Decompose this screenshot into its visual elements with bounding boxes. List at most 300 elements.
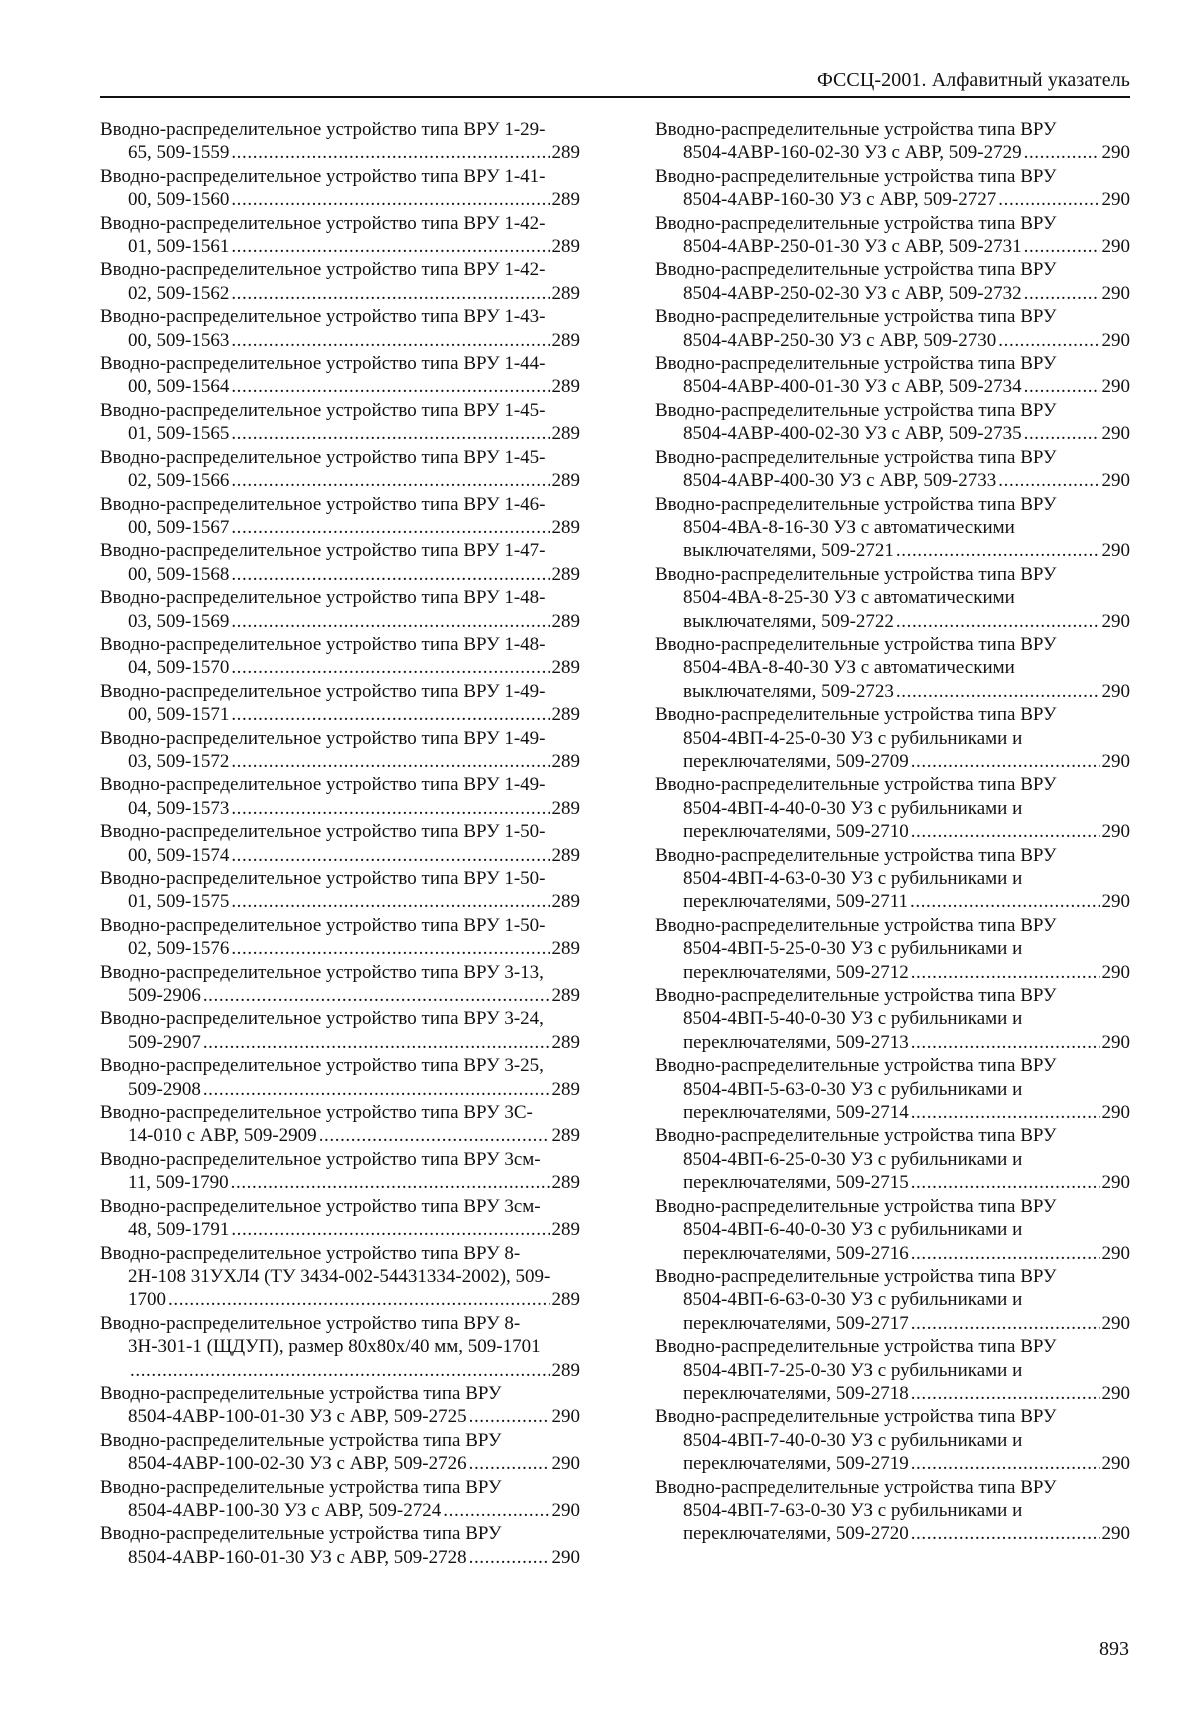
entry-continuation-line: 8504-4ВП-5-25-0-30 УЗ с рубильниками и	[683, 938, 1023, 960]
entry-text: 8504-4АВР-100-30 УЗ с АВР, 509-2724	[128, 1499, 442, 1521]
index-entry	[100, 1312, 580, 1382]
dot-leader	[231, 1171, 550, 1194]
index-entry	[655, 1405, 1130, 1475]
entry-page-number: 289	[551, 1289, 580, 1311]
entry-text: переключателями, 509-2718	[683, 1382, 909, 1404]
entry-text: 11, 509-1790	[128, 1172, 229, 1194]
entry-page-number: 289	[551, 189, 580, 211]
entry-text: 14-010 с АВР, 509-2909	[128, 1125, 317, 1147]
entry-last-line	[100, 1124, 580, 1147]
entry-page-number: 290	[1101, 680, 1130, 702]
dot-leader	[231, 703, 549, 726]
entry-last-line	[655, 1522, 1130, 1545]
entry-last-line	[655, 1452, 1130, 1475]
entry-page-number: 290	[1101, 1031, 1130, 1053]
entry-title-line: Вводно-распределительные устройства типа ВРУ	[655, 844, 1057, 866]
dot-leader	[231, 329, 549, 352]
entry-continuation-line: 8504-4ВА-8-16-30 УЗ с автоматическими	[683, 516, 1015, 538]
entry-title-line: Вводно-распределительные устройства типа ВРУ	[655, 1406, 1057, 1428]
index-entry	[100, 773, 580, 820]
entry-last-line	[100, 235, 580, 258]
entry-last-line	[100, 188, 580, 211]
entry-page-number: 289	[551, 657, 580, 679]
entry-page-number: 290	[1101, 1523, 1130, 1545]
entry-title-line: Вводно-распределительные устройства типа ВРУ	[100, 1476, 502, 1498]
index-entry	[655, 1265, 1130, 1335]
entry-title-line: Вводно-распределительное устройство типа ВРУ 1-46-	[100, 493, 546, 515]
index-entry	[655, 258, 1130, 305]
entry-continuation-line: 8504-4ВП-7-63-0-30 УЗ с рубильниками и	[683, 1499, 1023, 1521]
entry-continuation-line: 8504-4ВП-5-40-0-30 УЗ с рубильниками и	[683, 1008, 1023, 1030]
entry-last-line	[100, 1452, 580, 1475]
entry-last-line	[100, 563, 580, 586]
entry-continuation-line: 8504-4ВП-4-40-0-30 УЗ с рубильниками и	[683, 797, 1023, 819]
entry-continuation-line: 8504-4ВП-5-63-0-30 УЗ с рубильниками и	[683, 1078, 1023, 1100]
index-entry	[100, 1522, 580, 1569]
dot-leader	[1024, 235, 1100, 258]
dot-leader	[231, 375, 549, 398]
dot-leader	[231, 1218, 549, 1241]
entry-title-line: Вводно-распределительные устройства типа ВРУ	[655, 259, 1057, 281]
entry-last-line	[100, 703, 580, 726]
dot-leader	[911, 1312, 1100, 1335]
entry-page-number: 289	[551, 750, 580, 772]
index-entry	[100, 493, 580, 540]
dot-leader	[469, 1546, 550, 1569]
entry-last-line	[100, 1218, 580, 1241]
entry-page-number: 289	[551, 938, 580, 960]
entry-text: выключателями, 509-2721	[683, 540, 894, 562]
index-entry	[655, 773, 1130, 843]
entry-text: 509-2908	[128, 1078, 201, 1100]
index-entry	[100, 680, 580, 727]
entry-title-line: Вводно-распределительные устройства типа ВРУ	[100, 1382, 502, 1404]
entry-page-number: 289	[551, 142, 580, 164]
entry-title-line: Вводно-распределительные устройства типа ВРУ	[655, 1476, 1057, 1498]
dot-leader	[231, 610, 549, 633]
entry-page-number: 289	[551, 1125, 580, 1147]
entry-last-line	[100, 469, 580, 492]
entry-title-line: Вводно-распределительные устройства типа ВРУ	[655, 1336, 1057, 1358]
index-entry	[655, 1195, 1130, 1265]
index-entry	[100, 633, 580, 680]
entry-last-line	[100, 890, 580, 913]
dot-leader	[231, 844, 549, 867]
entry-title-line: Вводно-распределительное устройство типа ВРУ 1-49-	[100, 680, 546, 702]
entry-last-line	[655, 1382, 1130, 1405]
entry-text: переключателями, 509-2711	[683, 891, 908, 913]
dot-leader	[998, 188, 1099, 211]
dot-leader	[910, 890, 1100, 913]
entry-last-line	[100, 141, 580, 164]
dot-leader	[911, 1031, 1100, 1054]
index-entry	[655, 563, 1130, 633]
index-entry	[655, 212, 1130, 259]
entry-page-number: 289	[551, 704, 580, 726]
entry-text: 8504-4АВР-250-02-30 УЗ с АВР, 509-2732	[683, 282, 1022, 304]
entry-page-number: 289	[551, 516, 580, 538]
index-entry	[655, 305, 1130, 352]
entry-page-number: 290	[551, 1546, 580, 1568]
dot-leader	[203, 1031, 550, 1054]
entry-title-line: Вводно-распределительное устройство типа ВРУ 3С-	[100, 1102, 533, 1124]
entry-page-number: 289	[551, 1031, 580, 1053]
entry-last-line	[655, 539, 1130, 562]
entry-text: 00, 509-1563	[128, 329, 230, 351]
index-entry	[655, 493, 1130, 563]
entry-title-line: Вводно-распределительные устройства типа ВРУ	[655, 985, 1057, 1007]
entry-page-number: 289	[551, 1078, 580, 1100]
entry-text: 02, 509-1566	[128, 470, 230, 492]
index-entry	[655, 352, 1130, 399]
entry-title-line: Вводно-распределительное устройство типа ВРУ 3-25,	[100, 1055, 544, 1077]
dot-leader	[231, 188, 549, 211]
entry-continuation-line: 8504-4ВП-6-25-0-30 УЗ с рубильниками и	[683, 1148, 1023, 1170]
entry-text: 03, 509-1569	[128, 610, 230, 632]
entry-title-line: Вводно-распределительные устройства типа ВРУ	[655, 633, 1057, 655]
entry-text: 509-2907	[128, 1031, 201, 1053]
index-entry	[655, 1476, 1130, 1546]
entry-text: 03, 509-1572	[128, 750, 230, 772]
entry-title-line: Вводно-распределительные устройства типа ВРУ	[655, 1055, 1057, 1077]
index-entry	[100, 1148, 580, 1195]
entry-page-number: 289	[551, 563, 580, 585]
index-entry	[100, 1101, 580, 1148]
entry-page-number: 290	[1101, 1102, 1130, 1124]
entry-last-line	[100, 422, 580, 445]
entry-text: 00, 509-1567	[128, 516, 230, 538]
entry-text: 01, 509-1561	[128, 236, 230, 258]
entry-title-line: Вводно-распределительное устройство типа ВРУ 1-43-	[100, 306, 546, 328]
entry-title-line: Вводно-распределительное устройство типа ВРУ 8-	[100, 1312, 521, 1334]
entry-title-line: Вводно-распределительное устройство типа ВРУ 1-50-	[100, 914, 546, 936]
entry-last-line	[100, 797, 580, 820]
index-entry	[655, 633, 1130, 703]
entry-page-number: 290	[551, 1453, 580, 1475]
dot-leader	[443, 1499, 549, 1522]
dot-leader	[911, 1522, 1100, 1545]
entry-last-line	[100, 1359, 580, 1382]
entry-continuation-line: 8504-4ВП-4-63-0-30 УЗ с рубильниками и	[683, 868, 1023, 889]
entry-continuation-line: 8504-4ВА-8-40-30 УЗ с автоматическими	[683, 657, 1015, 679]
index-entry	[100, 961, 580, 1008]
dot-leader	[896, 680, 1100, 703]
index-entry	[655, 1335, 1130, 1405]
index-entry	[655, 1054, 1130, 1124]
dot-leader	[1024, 422, 1100, 445]
index-entry	[100, 867, 580, 914]
entry-title-line: Вводно-распределительное устройство типа ВРУ 1-49-	[100, 774, 546, 796]
dot-leader	[911, 750, 1100, 773]
entry-page-number: 289	[551, 844, 580, 866]
entry-continuation-line: 8504-4ВП-7-25-0-30 УЗ с рубильниками и	[683, 1359, 1023, 1381]
page-header	[100, 66, 1130, 98]
entry-page-number: 290	[1101, 329, 1130, 351]
entry-last-line	[655, 1242, 1130, 1265]
entry-text: 8504-4АВР-160-02-30 УЗ с АВР, 509-2729	[683, 142, 1022, 164]
dot-leader	[231, 282, 549, 305]
entry-page-number: 289	[551, 891, 580, 913]
entry-last-line	[100, 375, 580, 398]
index-entry	[100, 352, 580, 399]
entry-last-line	[655, 375, 1130, 398]
entry-page-number: 290	[1101, 470, 1130, 492]
dot-leader	[896, 539, 1100, 562]
entry-title-line: Вводно-распределительные устройства типа ВРУ	[655, 1125, 1057, 1147]
entry-continuation-line: 8504-4ВП-6-63-0-30 УЗ с рубильниками и	[683, 1289, 1023, 1311]
dot-leader	[231, 563, 549, 586]
entry-last-line	[655, 890, 1130, 913]
dot-leader	[231, 422, 549, 445]
dot-leader	[231, 937, 549, 960]
index-entry	[655, 446, 1130, 493]
dot-leader	[998, 469, 1099, 492]
dot-leader	[911, 1101, 1100, 1124]
entry-title-line: Вводно-распределительное устройство типа ВРУ 3-13,	[100, 961, 544, 983]
entry-text: 8504-4АВР-250-01-30 УЗ с АВР, 509-2731	[683, 236, 1022, 258]
entry-text: 8504-4АВР-400-30 УЗ с АВР, 509-2733	[683, 470, 997, 492]
entry-text: 04, 509-1570	[128, 657, 230, 679]
index-entry	[100, 212, 580, 259]
entry-page-number: 289	[551, 985, 580, 1007]
entry-text: 8504-4АВР-250-30 УЗ с АВР, 509-2730	[683, 329, 997, 351]
entry-text: переключателями, 509-2719	[683, 1453, 909, 1475]
entry-text: 1700	[128, 1289, 166, 1311]
entry-text: 48, 509-1791	[128, 1219, 230, 1241]
entry-text: переключателями, 509-2709	[683, 750, 909, 772]
entry-text: 00, 509-1571	[128, 704, 230, 726]
entry-title-line: Вводно-распределительное устройство типа ВРУ 1-47-	[100, 540, 546, 562]
entry-last-line	[655, 235, 1130, 258]
entry-page-number: 289	[551, 797, 580, 819]
entry-title-line: Вводно-распределительное устройство типа ВРУ 1-45-	[100, 446, 546, 468]
entry-text: переключателями, 509-2710	[683, 821, 909, 843]
entry-page-number: 289	[551, 1172, 580, 1194]
entry-title-line: Вводно-распределительное устройство типа ВРУ 8-	[100, 1242, 521, 1264]
entry-page-number: 290	[1101, 540, 1130, 562]
entry-title-line: Вводно-распределительные устройства типа ВРУ	[655, 774, 1057, 796]
index-entry	[655, 1124, 1130, 1194]
index-entry	[100, 727, 580, 774]
entry-last-line	[100, 656, 580, 679]
entry-last-line	[655, 1171, 1130, 1194]
entry-page-number: 290	[1101, 750, 1130, 772]
dot-leader	[231, 656, 549, 679]
entry-text: переключателями, 509-2720	[683, 1523, 909, 1545]
dot-leader	[1024, 282, 1100, 305]
index-entry	[655, 165, 1130, 212]
index-entry	[655, 118, 1130, 165]
dot-leader	[130, 1359, 550, 1382]
index-entry	[100, 165, 580, 212]
dot-leader	[998, 329, 1099, 352]
entry-page-number: 290	[1101, 1382, 1130, 1404]
dot-leader	[203, 984, 550, 1007]
entry-text: 8504-4АВР-100-02-30 УЗ с АВР, 509-2726	[128, 1453, 467, 1475]
entry-text: 8504-4АВР-160-01-30 УЗ с АВР, 509-2728	[128, 1546, 467, 1568]
dot-leader	[911, 1171, 1100, 1194]
entry-page-number: 290	[1101, 610, 1130, 632]
entry-last-line	[100, 516, 580, 539]
index-column-right	[655, 118, 1130, 1546]
entry-page-number: 289	[551, 376, 580, 398]
entry-text: 65, 509-1559	[128, 142, 230, 164]
entry-title-line: Вводно-распределительные устройства типа ВРУ	[655, 914, 1057, 936]
entry-text: 00, 509-1560	[128, 189, 230, 211]
index-entry	[100, 1054, 580, 1101]
entry-last-line	[100, 844, 580, 867]
entry-last-line	[100, 1288, 580, 1311]
dot-leader	[911, 1452, 1100, 1475]
entry-last-line	[100, 329, 580, 352]
entry-continuation-line: 3Н-301-1 (ЩДУП), размер 80х80х/40 мм, 509-1701	[128, 1336, 541, 1358]
dot-leader	[231, 141, 549, 164]
entry-text: переключателями, 509-2717	[683, 1312, 909, 1334]
entry-title-line: Вводно-распределительное устройство типа ВРУ 1-48-	[100, 633, 546, 655]
entry-text: 01, 509-1565	[128, 423, 230, 445]
entry-continuation-line: 8504-4ВП-6-40-0-30 УЗ с рубильниками и	[683, 1219, 1023, 1241]
entry-last-line	[100, 1171, 580, 1194]
entry-text: переключателями, 509-2716	[683, 1242, 909, 1264]
entry-continuation-line: 2Н-108 31УХЛ4 (ТУ 3434-002-54431334-2002), 509-	[128, 1265, 551, 1287]
entry-page-number: 290	[1101, 423, 1130, 445]
index-entry	[100, 446, 580, 493]
entry-page-number: 290	[1101, 961, 1130, 983]
entry-title-line: Вводно-распределительные устройства типа ВРУ	[655, 353, 1057, 375]
index-entry	[100, 258, 580, 305]
entry-title-line: Вводно-распределительное устройство типа ВРУ 1-50-	[100, 868, 546, 889]
index-entry	[100, 305, 580, 352]
entry-page-number: 290	[551, 1499, 580, 1521]
entry-page-number: 290	[551, 1406, 580, 1428]
entry-title-line: Вводно-распределительное устройство типа ВРУ 1-44-	[100, 353, 546, 375]
page-number: 893	[1099, 1638, 1129, 1660]
entry-last-line	[100, 282, 580, 305]
entry-text: 01, 509-1575	[128, 891, 230, 913]
entry-page-number: 290	[1101, 891, 1130, 913]
entry-last-line	[655, 329, 1130, 352]
entry-page-number: 289	[551, 423, 580, 445]
entry-text: 8504-4АВР-160-30 УЗ с АВР, 509-2727	[683, 189, 997, 211]
entry-title-line: Вводно-распределительное устройство типа ВРУ 1-42-	[100, 212, 546, 234]
entry-text: переключателями, 509-2715	[683, 1172, 909, 1194]
entry-title-line: Вводно-распределительные устройства типа ВРУ	[655, 704, 1057, 726]
entry-last-line	[655, 141, 1130, 164]
entry-last-line	[655, 282, 1130, 305]
dot-leader	[231, 797, 549, 820]
dot-leader	[168, 1288, 550, 1311]
entry-last-line	[100, 1078, 580, 1101]
header-title: ФССЦ-2001. Алфавитный указатель	[817, 69, 1130, 91]
index-entry	[100, 1429, 580, 1476]
entry-text: 8504-4АВР-400-02-30 УЗ с АВР, 509-2735	[683, 423, 1022, 445]
entry-text: 509-2906	[128, 985, 201, 1007]
dot-leader	[911, 1382, 1100, 1405]
entry-last-line	[100, 937, 580, 960]
entry-title-line: Вводно-распределительное устройство типа ВРУ 3см-	[100, 1195, 541, 1217]
dot-leader	[896, 610, 1100, 633]
entry-last-line	[655, 1101, 1130, 1124]
index-entry	[100, 1476, 580, 1523]
entry-page-number: 290	[1101, 376, 1130, 398]
entry-last-line	[100, 1405, 580, 1428]
entry-page-number: 290	[1101, 282, 1130, 304]
entry-text: 00, 509-1564	[128, 376, 230, 398]
index-entry	[655, 399, 1130, 446]
entry-title-line: Вводно-распределительное устройство типа ВРУ 3-24,	[100, 1008, 544, 1030]
index-entry	[100, 914, 580, 961]
dot-leader	[1024, 375, 1100, 398]
entry-text: 02, 509-1562	[128, 282, 230, 304]
entry-page-number: 290	[1101, 1453, 1130, 1475]
dot-leader	[231, 235, 549, 258]
index-entry	[100, 118, 580, 165]
entry-last-line	[655, 750, 1130, 773]
entry-title-line: Вводно-распределительные устройства типа ВРУ	[655, 1265, 1057, 1287]
entry-title-line: Вводно-распределительные устройства типа ВРУ	[655, 563, 1057, 585]
dot-leader	[319, 1124, 550, 1147]
entry-title-line: Вводно-распределительные устройства типа ВРУ	[655, 446, 1057, 468]
entry-title-line: Вводно-распределительные устройства типа ВРУ	[655, 212, 1057, 234]
entry-continuation-line: 8504-4ВП-7-40-0-30 УЗ с рубильниками и	[683, 1429, 1023, 1451]
entry-page-number: 290	[1101, 236, 1130, 258]
entry-title-line: Вводно-распределительное устройство типа ВРУ 1-29-	[100, 119, 546, 140]
index-entry	[100, 399, 580, 446]
entry-page-number: 290	[1101, 189, 1130, 211]
dot-leader	[911, 820, 1100, 843]
entry-continuation-line: 8504-4ВА-8-25-30 УЗ с автоматическими	[683, 587, 1015, 609]
entry-last-line	[655, 188, 1130, 211]
entry-last-line	[100, 984, 580, 1007]
entry-title-line: Вводно-распределительные устройства типа ВРУ	[100, 1523, 502, 1545]
entry-last-line	[655, 961, 1130, 984]
dot-leader	[469, 1405, 550, 1428]
entry-page-number: 290	[1101, 142, 1130, 164]
entry-title-line: Вводно-распределительные устройства типа ВРУ	[100, 1429, 502, 1451]
entry-text: выключателями, 509-2723	[683, 680, 894, 702]
entry-last-line	[655, 680, 1130, 703]
entry-continuation-line: 8504-4ВП-4-25-0-30 УЗ с рубильниками и	[683, 727, 1023, 749]
dot-leader	[203, 1078, 550, 1101]
entry-page-number: 289	[551, 610, 580, 632]
index-column-left	[100, 118, 580, 1569]
dot-leader	[469, 1452, 550, 1475]
entry-page-number: 289	[551, 329, 580, 351]
entry-title-line: Вводно-распределительные устройства типа ВРУ	[655, 165, 1057, 187]
entry-title-line: Вводно-распределительное устройство типа ВРУ 1-41-	[100, 165, 546, 187]
entry-last-line	[655, 469, 1130, 492]
entry-title-line: Вводно-распределительное устройство типа ВРУ 3см-	[100, 1148, 541, 1170]
index-entry	[100, 1242, 580, 1312]
dot-leader	[231, 890, 549, 913]
entry-last-line	[655, 1031, 1130, 1054]
entry-title-line: Вводно-распределительные устройства типа ВРУ	[655, 399, 1057, 421]
entry-last-line	[655, 610, 1130, 633]
entry-page-number: 290	[1101, 1312, 1130, 1334]
dot-leader	[231, 469, 549, 492]
entry-title-line: Вводно-распределительное устройство типа ВРУ 1-45-	[100, 399, 546, 421]
entry-page-number: 290	[1101, 821, 1130, 843]
index-entry	[100, 586, 580, 633]
entry-title-line: Вводно-распределительные устройства типа ВРУ	[655, 306, 1057, 328]
index-entry	[100, 1007, 580, 1054]
entry-last-line	[100, 750, 580, 773]
entry-last-line	[655, 422, 1130, 445]
dot-leader	[231, 516, 549, 539]
entry-page-number: 289	[551, 282, 580, 304]
entry-text: 02, 509-1576	[128, 938, 230, 960]
entry-page-number: 289	[551, 470, 580, 492]
